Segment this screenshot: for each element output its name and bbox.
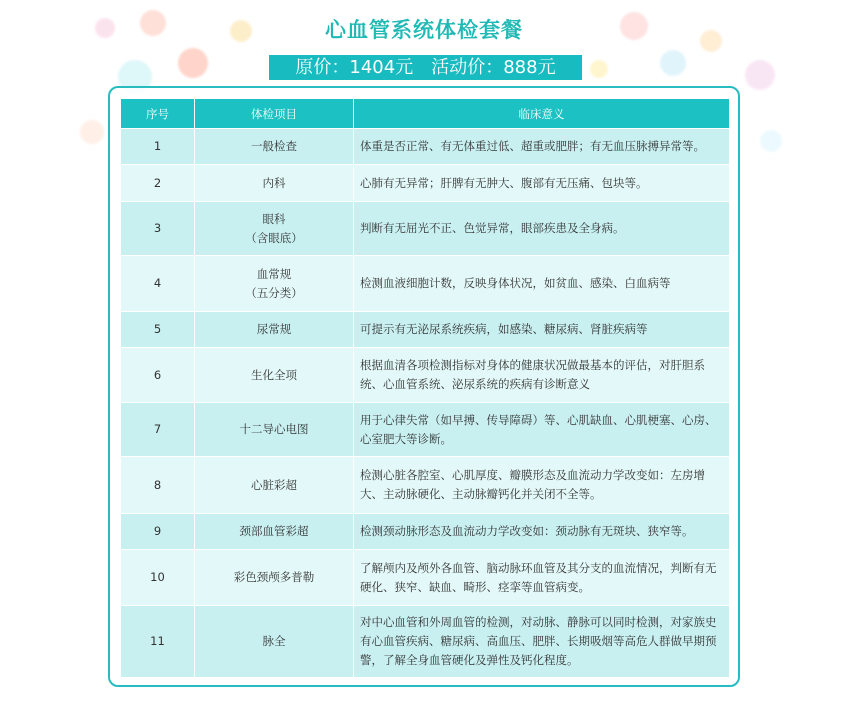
- row-number: 1: [121, 129, 195, 165]
- row-meaning: 根据血清各项检测指标对身体的健康状况做最基本的评估，对肝胆系统、心血管系统、泌尿系统的疾病有诊断意义: [354, 348, 730, 403]
- row-item: [195, 129, 354, 165]
- row-meaning: 检测血液细胞计数，反映身体状况，如贫血、感染、白血病等: [354, 256, 730, 312]
- table-row: [121, 514, 730, 550]
- item-name: 心脏彩超: [251, 477, 297, 492]
- row-number: 4: [121, 256, 195, 312]
- item-note: （五分类）: [245, 285, 303, 300]
- price-banner: [269, 55, 582, 80]
- row-number: 6: [121, 348, 195, 403]
- item-name: 颈部血管彩超: [239, 524, 309, 538]
- row-meaning: 检测颈动脉形态及血流动力学改变如：颈动脉有无斑块、狭窄等。: [354, 514, 730, 550]
- row-item: [195, 202, 354, 256]
- item-name: 十二导心电图: [239, 422, 309, 436]
- table-header-row: [121, 99, 730, 129]
- table-row: [121, 129, 730, 165]
- row-item: [195, 165, 354, 202]
- row-item: [195, 550, 354, 606]
- row-meaning: 用于心律失常（如早搏、传导障碍）等、心肌缺血、心肌梗塞、心房、心室肥大等诊断。: [354, 403, 730, 457]
- table-row: [121, 312, 730, 348]
- row-item: [195, 403, 354, 457]
- row-number: 7: [121, 403, 195, 457]
- column-header-no: 序号: [121, 99, 195, 129]
- table-row: [121, 606, 730, 678]
- row-item: [195, 312, 354, 348]
- item-name: 一般检查: [251, 139, 297, 153]
- item-name: 眼科: [262, 211, 286, 226]
- row-meaning: 心肺有无异常；肝脾有无肿大、腹部有无压痛、包块等。: [354, 165, 730, 202]
- row-number: 3: [121, 202, 195, 256]
- item-name: 脉全: [262, 634, 286, 648]
- column-header-meaning: 临床意义: [354, 99, 730, 129]
- row-meaning: 对中心血管和外周血管的检测，对动脉、静脉可以同时检测，对家族史有心血管疾病、糖尿病、高血压、肥胖、长期吸烟等高危人群做早期预警，了解全身血管硬化及弹性及钙化程度。: [354, 606, 730, 678]
- row-meaning: 体重是否正常、有无体重过低、超重或肥胖；有无血压脉搏异常等。: [354, 129, 730, 165]
- row-item: [195, 348, 354, 403]
- row-number: 11: [121, 606, 195, 678]
- table-row: [121, 348, 730, 403]
- item-name: 血常规: [256, 266, 292, 281]
- row-meaning: 可提示有无泌尿系统疾病，如感染、糖尿病、肾脏疾病等: [354, 312, 730, 348]
- item-name: 彩色颈颅多普勒: [233, 570, 315, 584]
- promo-price: 活动价：888元: [431, 57, 556, 78]
- row-number: 2: [121, 165, 195, 202]
- table-row: [121, 403, 730, 457]
- row-item: [195, 514, 354, 550]
- row-number: 8: [121, 457, 195, 514]
- row-item: [195, 256, 354, 312]
- exam-items-table: [120, 98, 730, 678]
- column-header-item: 体检项目: [195, 99, 354, 129]
- row-meaning: 检测心脏各腔室、心肌厚度、瓣膜形态及血流动力学改变如：左房增大、主动脉硬化、主动脉瓣钙化并关闭不全等。: [354, 457, 730, 514]
- row-number: 10: [121, 550, 195, 606]
- row-item: [195, 457, 354, 514]
- row-number: 9: [121, 514, 195, 550]
- table-row: [121, 256, 730, 312]
- item-note: （含眼底）: [245, 230, 303, 245]
- row-meaning: 判断有无屈光不正、色觉异常，眼部疾患及全身病。: [354, 202, 730, 256]
- row-meaning: 了解颅内及颅外各血管、脑动脉环血管及其分支的血流情况，判断有无硬化、狭窄、缺血、畸形、痉挛等血管病变。: [354, 550, 730, 606]
- item-name: 尿常规: [256, 322, 292, 336]
- table-row: [121, 550, 730, 606]
- row-number: 5: [121, 312, 195, 348]
- item-name: 内科: [262, 175, 286, 190]
- table-row: [121, 165, 730, 202]
- original-price: 原价：1404元: [295, 57, 414, 78]
- table-row: [121, 202, 730, 256]
- page-title: 心血管系统体检套餐: [325, 18, 523, 42]
- item-name: 生化全项: [251, 367, 297, 382]
- table-row: [121, 457, 730, 514]
- row-item: [195, 606, 354, 678]
